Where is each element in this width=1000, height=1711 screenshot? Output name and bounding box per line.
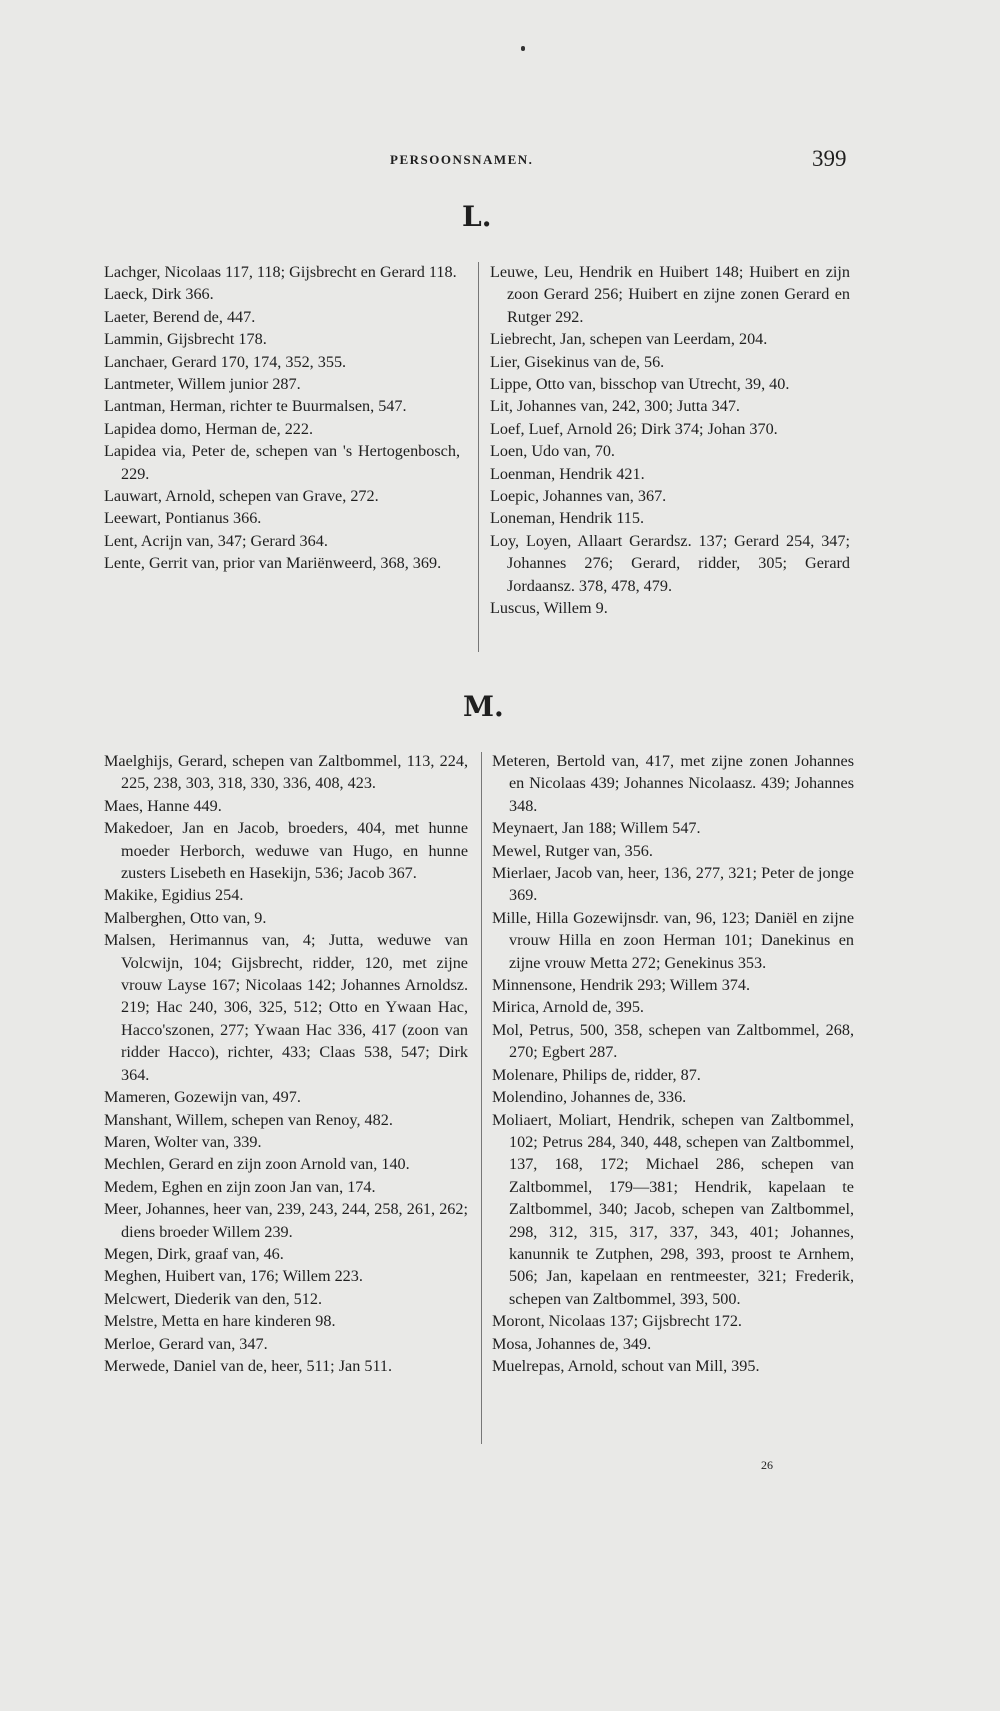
column-m-right bbox=[492, 750, 854, 1377]
index-entry: Melcwert, Diederik van den, 512. bbox=[104, 1289, 323, 1308]
index-entry: Loef, Luef, Arnold 26; Dirk 374; Johan 370. bbox=[490, 419, 778, 438]
index-entry: Lachger, Nicolaas 117, 118; Gijsbrecht en Gerard 118. bbox=[104, 263, 457, 281]
index-entry: Mirica, Arnold de, 395. bbox=[492, 998, 644, 1017]
index-entry: Meghen, Huibert van, 176; Willem 223. bbox=[104, 1267, 363, 1286]
index-entry: Mille, Hilla Gozewijnsdr. van, 96, 123; Daniël en zijne vrouw Hilla en zoon Herman 101; Danekinus en zijne vrouw Metta 272; Genekinus 353. bbox=[492, 908, 854, 972]
index-entry: Maes, Hanne 449. bbox=[104, 796, 222, 815]
section-heading-m: M. bbox=[463, 690, 504, 723]
index-entry: Makedoer, Jan en Jacob, broeders, 404, met hunne moeder Herborch, weduwe van Hugo, en hunne zusters Lisebeth en Hasekijn, 536; Jacob 367. bbox=[104, 819, 468, 883]
column-m-left bbox=[104, 750, 468, 1377]
index-entry: Merwede, Daniel van de, heer, 511; Jan 511. bbox=[104, 1356, 393, 1375]
index-entry: Loenman, Hendrik 421. bbox=[490, 464, 645, 483]
index-entry: Minnensone, Hendrik 293; Willem 374. bbox=[492, 976, 751, 995]
index-entry: Meer, Johannes, heer van, 239, 243, 244, 258, 261, 262; diens broeder Willem 239. bbox=[104, 1200, 468, 1241]
section-heading-l: L. bbox=[462, 200, 492, 233]
index-entry: Mewel, Rutger van, 356. bbox=[492, 841, 653, 860]
index-entry: Lantmeter, Willem junior 287. bbox=[104, 375, 301, 394]
index-entry: Lammin, Gijsbrecht 178. bbox=[104, 330, 267, 349]
index-entry: Lauwart, Arnold, schepen van Grave, 272. bbox=[104, 487, 379, 506]
signature-mark: 26 bbox=[761, 1458, 773, 1472]
index-entry: Lapidea via, Peter de, schepen van 's Hertogenbosch, 229. bbox=[104, 442, 460, 483]
index-entry: Makike, Egidius 254. bbox=[104, 886, 244, 905]
index-entry: Mosa, Johannes de, 349. bbox=[492, 1334, 652, 1353]
column-l-right bbox=[490, 261, 850, 620]
index-entry: Lippe, Otto van, bisschop van Utrecht, 39, 40. bbox=[490, 375, 790, 394]
index-entry: Molendino, Johannes de, 336. bbox=[492, 1088, 687, 1107]
index-entry: Lente, Gerrit van, prior van Mariënweerd, 368, 369. bbox=[104, 554, 442, 573]
index-entry: Leuwe, Leu, Hendrik en Huibert 148; Huibert en zijn zoon Gerard 256; Huibert en zijne zonen Gerard en Rutger 292. bbox=[490, 263, 850, 326]
index-entry: Meteren, Bertold van, 417, met zijne zonen Johannes en Nicolaas 439; Johannes Nicolaasz. 439; Johannes 348. bbox=[492, 752, 854, 815]
running-title: PERSOONSNAMEN. bbox=[390, 152, 534, 167]
index-entry: Loepic, Johannes van, 367. bbox=[490, 487, 667, 506]
column-divider bbox=[481, 752, 482, 1444]
index-entry: Moliaert, Moliart, Hendrik, schepen van Zaltbommel, 102; Petrus 284, 340, 448, schepen van Zaltbommel, 137, 168, 172; Michael 286, schepen van Zaltbommel, 179—381; Hendrik, kapelaan te Zaltbommel, 340; Jacob, schepen van Zaltbommel, 298, 312, 315, 317, 337, 343, 401; Johannes, kanunnik te Zutphen, 298, 393, proost te Arnhem, 506; Jan, kapelaan en rentmeester, 321; Frederik, schepen van Zaltbommel, 393, 500. bbox=[492, 1110, 854, 1308]
index-entry: Mierlaer, Jacob van, heer, 136, 277, 321; Peter de jonge 369. bbox=[492, 864, 854, 905]
index-entry: Lit, Johannes van, 242, 300; Jutta 347. bbox=[490, 397, 740, 416]
index-entry: Laeck, Dirk 366. bbox=[104, 285, 214, 304]
index-entry: Leewart, Pontianus 366. bbox=[104, 509, 262, 528]
index-entry: Melstre, Metta en hare kinderen 98. bbox=[104, 1312, 336, 1331]
column-divider bbox=[478, 262, 479, 652]
index-entry: Loneman, Hendrik 115. bbox=[490, 509, 645, 528]
index-entry: Malberghen, Otto van, 9. bbox=[104, 908, 267, 927]
index-entry: Lantman, Herman, richter te Buurmalsen, 547. bbox=[104, 397, 407, 416]
column-l-left bbox=[104, 261, 460, 575]
index-entry: Loen, Udo van, 70. bbox=[490, 442, 615, 461]
index-entry: Loy, Loyen, Allaart Gerardsz. 137; Gerard 254, 347; Johannes 276; Gerard, ridder, 305; Gerard Jordaansz. 378, 478, 479. bbox=[490, 531, 850, 595]
index-entry: Merloe, Gerard van, 347. bbox=[104, 1334, 268, 1353]
ink-speck bbox=[521, 46, 525, 51]
index-entry: Lent, Acrijn van, 347; Gerard 364. bbox=[104, 531, 328, 550]
index-entry: Luscus, Willem 9. bbox=[490, 599, 608, 618]
index-entry: Molenare, Philips de, ridder, 87. bbox=[492, 1065, 701, 1084]
index-entry: Maelghijs, Gerard, schepen van Zaltbommel, 113, 224, 225, 238, 303, 318, 330, 336, 408, 423. bbox=[104, 752, 468, 793]
index-entry: Moront, Nicolaas 137; Gijsbrecht 172. bbox=[492, 1312, 742, 1331]
index-entry: Mechlen, Gerard en zijn zoon Arnold van, 140. bbox=[104, 1155, 410, 1174]
index-entry: Mameren, Gozewijn van, 497. bbox=[104, 1088, 301, 1107]
index-entry: Lapidea domo, Herman de, 222. bbox=[104, 419, 314, 438]
index-entry: Liebrecht, Jan, schepen van Leerdam, 204. bbox=[490, 330, 768, 349]
index-entry: Manshant, Willem, schepen van Renoy, 482. bbox=[104, 1110, 393, 1129]
index-entry: Lanchaer, Gerard 170, 174, 352, 355. bbox=[104, 352, 347, 371]
index-entry: Medem, Eghen en zijn zoon Jan van, 174. bbox=[104, 1177, 376, 1196]
index-entry: Muelrepas, Arnold, schout van Mill, 395. bbox=[492, 1356, 760, 1375]
index-entry: Laeter, Berend de, 447. bbox=[104, 307, 256, 326]
page-number: 399 bbox=[812, 146, 847, 171]
index-entry: Lier, Gisekinus van de, 56. bbox=[490, 352, 665, 371]
index-entry: Mol, Petrus, 500, 358, schepen van Zaltbommel, 268, 270; Egbert 287. bbox=[492, 1020, 854, 1062]
index-entry: Maren, Wolter van, 339. bbox=[104, 1132, 262, 1151]
index-entry: Megen, Dirk, graaf van, 46. bbox=[104, 1244, 284, 1263]
index-entry: Malsen, Herimannus van, 4; Jutta, weduwe van Volcwijn, 104; Gijsbrecht, ridder, 120, met zijne vrouw Layse 167; Nicolaas 142; Johannes Arnoldsz. 219; Hac 240, 306, 325, 512; Otto en Ywaan Hac, Hacco'szonen, 277; Ywaan Hac 336, 417 (zoon van ridder Hacco), richter, 433; Claas 538, 547; Dirk 364. bbox=[104, 931, 468, 1084]
index-entry: Meynaert, Jan 188; Willem 547. bbox=[492, 819, 701, 838]
